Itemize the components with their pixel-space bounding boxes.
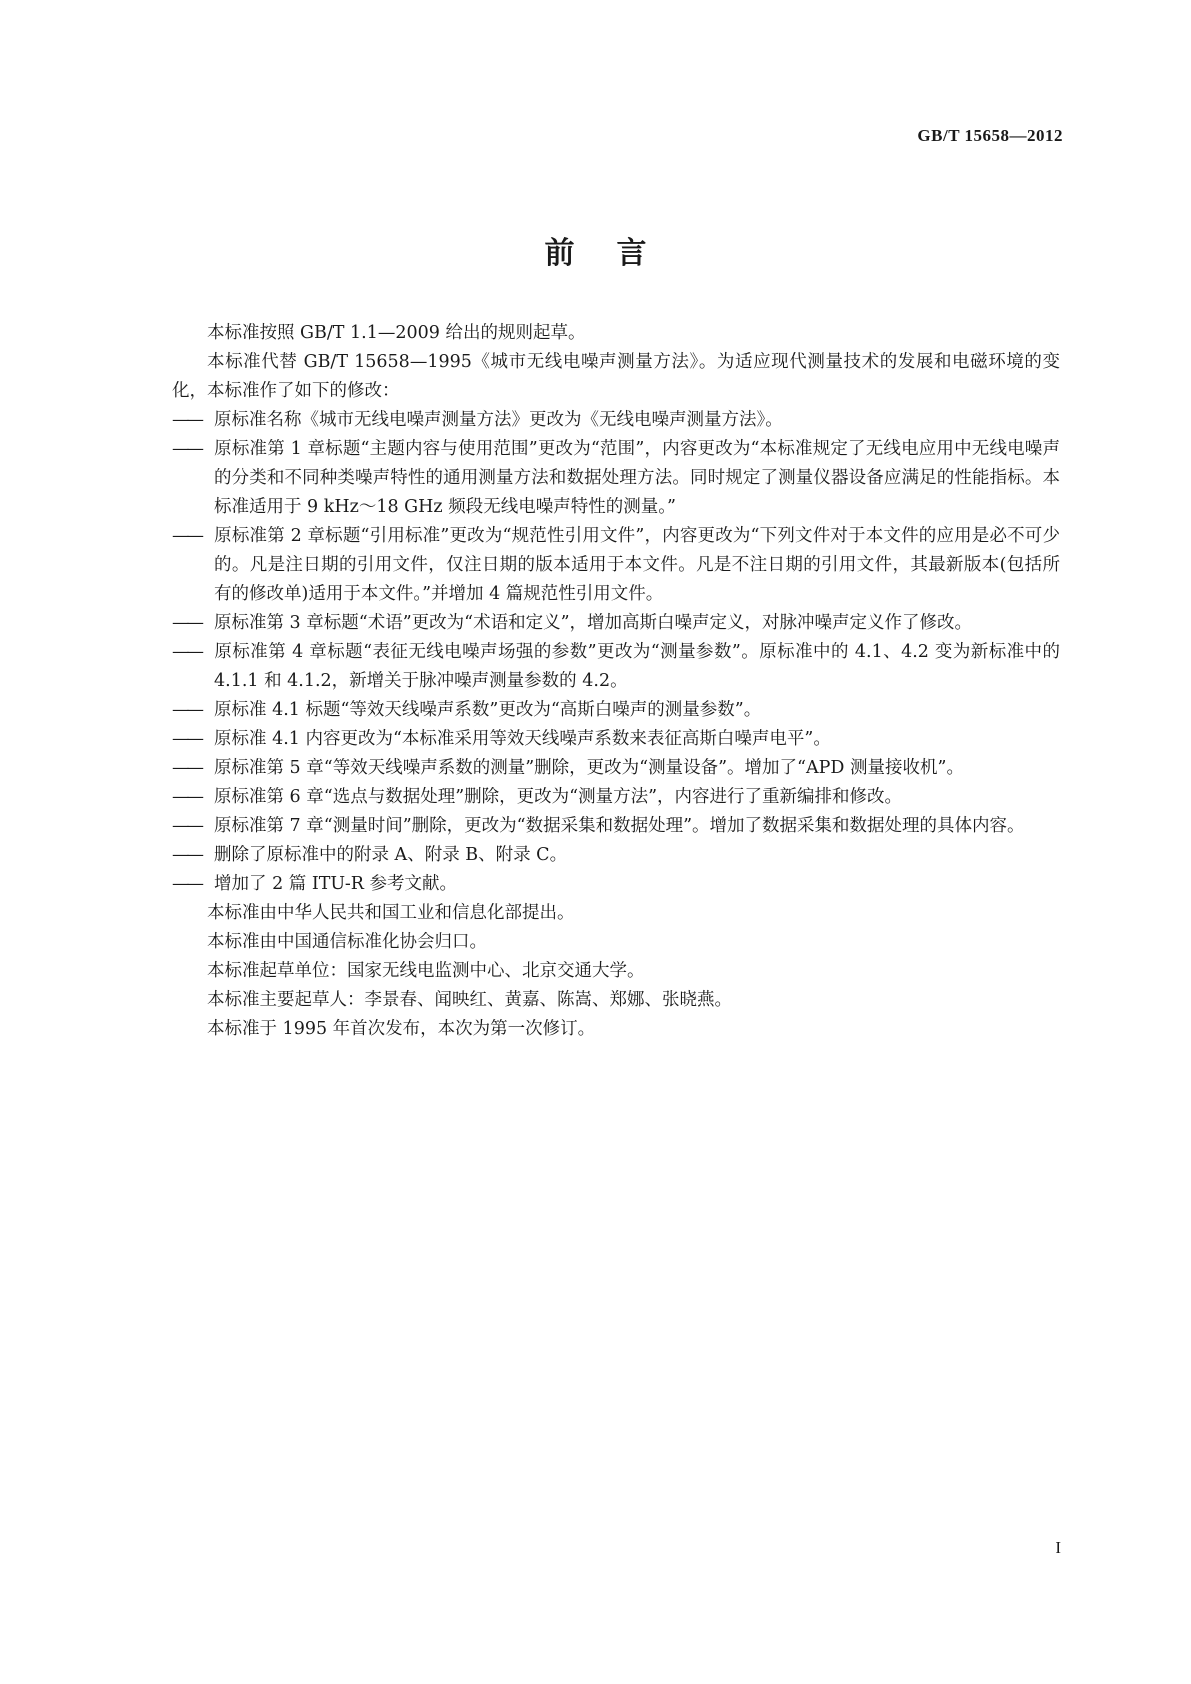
change-item (172, 870, 1060, 899)
dash-marker: —— (172, 729, 201, 749)
change-item-text: 原标准 4.1 内容更改为“本标准采用等效天线噪声系数来表征高斯白噪声电平”。 (214, 729, 831, 749)
page-number: I (1055, 1538, 1061, 1557)
dash-marker: —— (172, 410, 201, 430)
change-item-text: 原标准第 3 章标题“术语”更改为“术语和定义”，增加高斯白噪声定义，对脉冲噪声定义作了修改。 (214, 613, 973, 633)
closing-paragraph: 本标准由中华人民共和国工业和信息化部提出。 (207, 903, 575, 923)
document-body (172, 319, 1060, 1044)
change-item-text: 删除了原标准中的附录 A、附录 B、附录 C。 (214, 845, 568, 865)
dash-marker: —— (172, 845, 201, 865)
change-item (172, 609, 1060, 638)
dash-marker: —— (172, 526, 201, 546)
change-item-text: 原标准第 5 章“等效天线噪声系数的测量”删除，更改为“测量设备”。增加了“APD 测量接收机”。 (214, 758, 964, 778)
dash-marker: —— (172, 613, 201, 633)
dash-marker: —— (172, 642, 201, 662)
standard-code: GB/T 15658—2012 (917, 126, 1063, 145)
change-item-text: 增加了 2 篇 ITU-R 参考文献。 (214, 874, 457, 894)
dash-marker: —— (172, 700, 201, 720)
dash-marker: —— (172, 874, 201, 894)
change-item-text: 原标准名称《城市无线电噪声测量方法》更改为《无线电噪声测量方法》。 (214, 410, 783, 430)
closing-paragraph: 本标准起草单位：国家无线电监测中心、北京交通大学。 (207, 961, 645, 981)
dash-marker: —— (172, 439, 201, 459)
change-item (172, 812, 1060, 841)
change-item-text: 原标准第 7 章“测量时间”删除，更改为“数据采集和数据处理”。增加了数据采集和数据处理的具体内容。 (214, 816, 1025, 836)
intro-paragraph: 本标准代替 GB/T 15658—1995《城市无线电噪声测量方法》。为适应现代测量技术的发展和电磁环境的变化，本标准作了如下的修改： (172, 352, 1060, 401)
closing-paragraph: 本标准由中国通信标准化协会归口。 (207, 932, 487, 952)
closing-paragraph: 本标准主要起草人：李景春、闻映红、黄嘉、陈嵩、郑娜、张晓燕。 (207, 990, 732, 1010)
closing-paragraph: 本标准于 1995 年首次发布，本次为第一次修订。 (207, 1019, 596, 1039)
change-item-text: 原标准第 6 章“选点与数据处理”删除，更改为“测量方法”，内容进行了重新编排和修改。 (214, 787, 903, 807)
change-item-text: 原标准第 1 章标题“主题内容与使用范围”更改为“范围”，内容更改为“本标准规定了无线电应用中无线电噪声的分类和不同种类噪声特性的通用测量方法和数据处理方法。同时规定了测量仪器设备应满足的性能指标。本标准适用于 9 kHz～18 GHz 频段无线电噪声特性的测量。” (214, 439, 1060, 517)
change-item (172, 725, 1060, 754)
change-item (172, 783, 1060, 812)
dash-marker: —— (172, 816, 201, 836)
change-item-text: 原标准第 2 章标题“引用标准”更改为“规范性引用文件”，内容更改为“下列文件对于本文件的应用是必不可少的。凡是注日期的引用文件，仅注日期的版本适用于本文件。凡是不注日期的引用文件，其最新版本(包括所有的修改单)适用于本文件。”并增加 4 篇规范性引用文件。 (214, 526, 1060, 604)
change-item (172, 522, 1060, 609)
dash-marker: —— (172, 787, 201, 807)
intro-paragraph: 本标准按照 GB/T 1.1—2009 给出的规则起草。 (207, 323, 586, 343)
change-item (172, 435, 1060, 522)
change-item (172, 638, 1060, 696)
change-item (172, 841, 1060, 870)
page-title: 前言 (544, 236, 689, 271)
change-item (172, 406, 1060, 435)
change-item (172, 754, 1060, 783)
dash-marker: —— (172, 758, 201, 778)
change-item (172, 696, 1060, 725)
change-item-text: 原标准 4.1 标题“等效天线噪声系数”更改为“高斯白噪声的测量参数”。 (214, 700, 762, 720)
change-item-text: 原标准第 4 章标题“表征无线电噪声场强的参数”更改为“测量参数”。原标准中的 4.1、4.2 变为新标准中的 4.1.1 和 4.1.2，新增关于脉冲噪声测量参数的 4.2。 (214, 642, 1060, 691)
